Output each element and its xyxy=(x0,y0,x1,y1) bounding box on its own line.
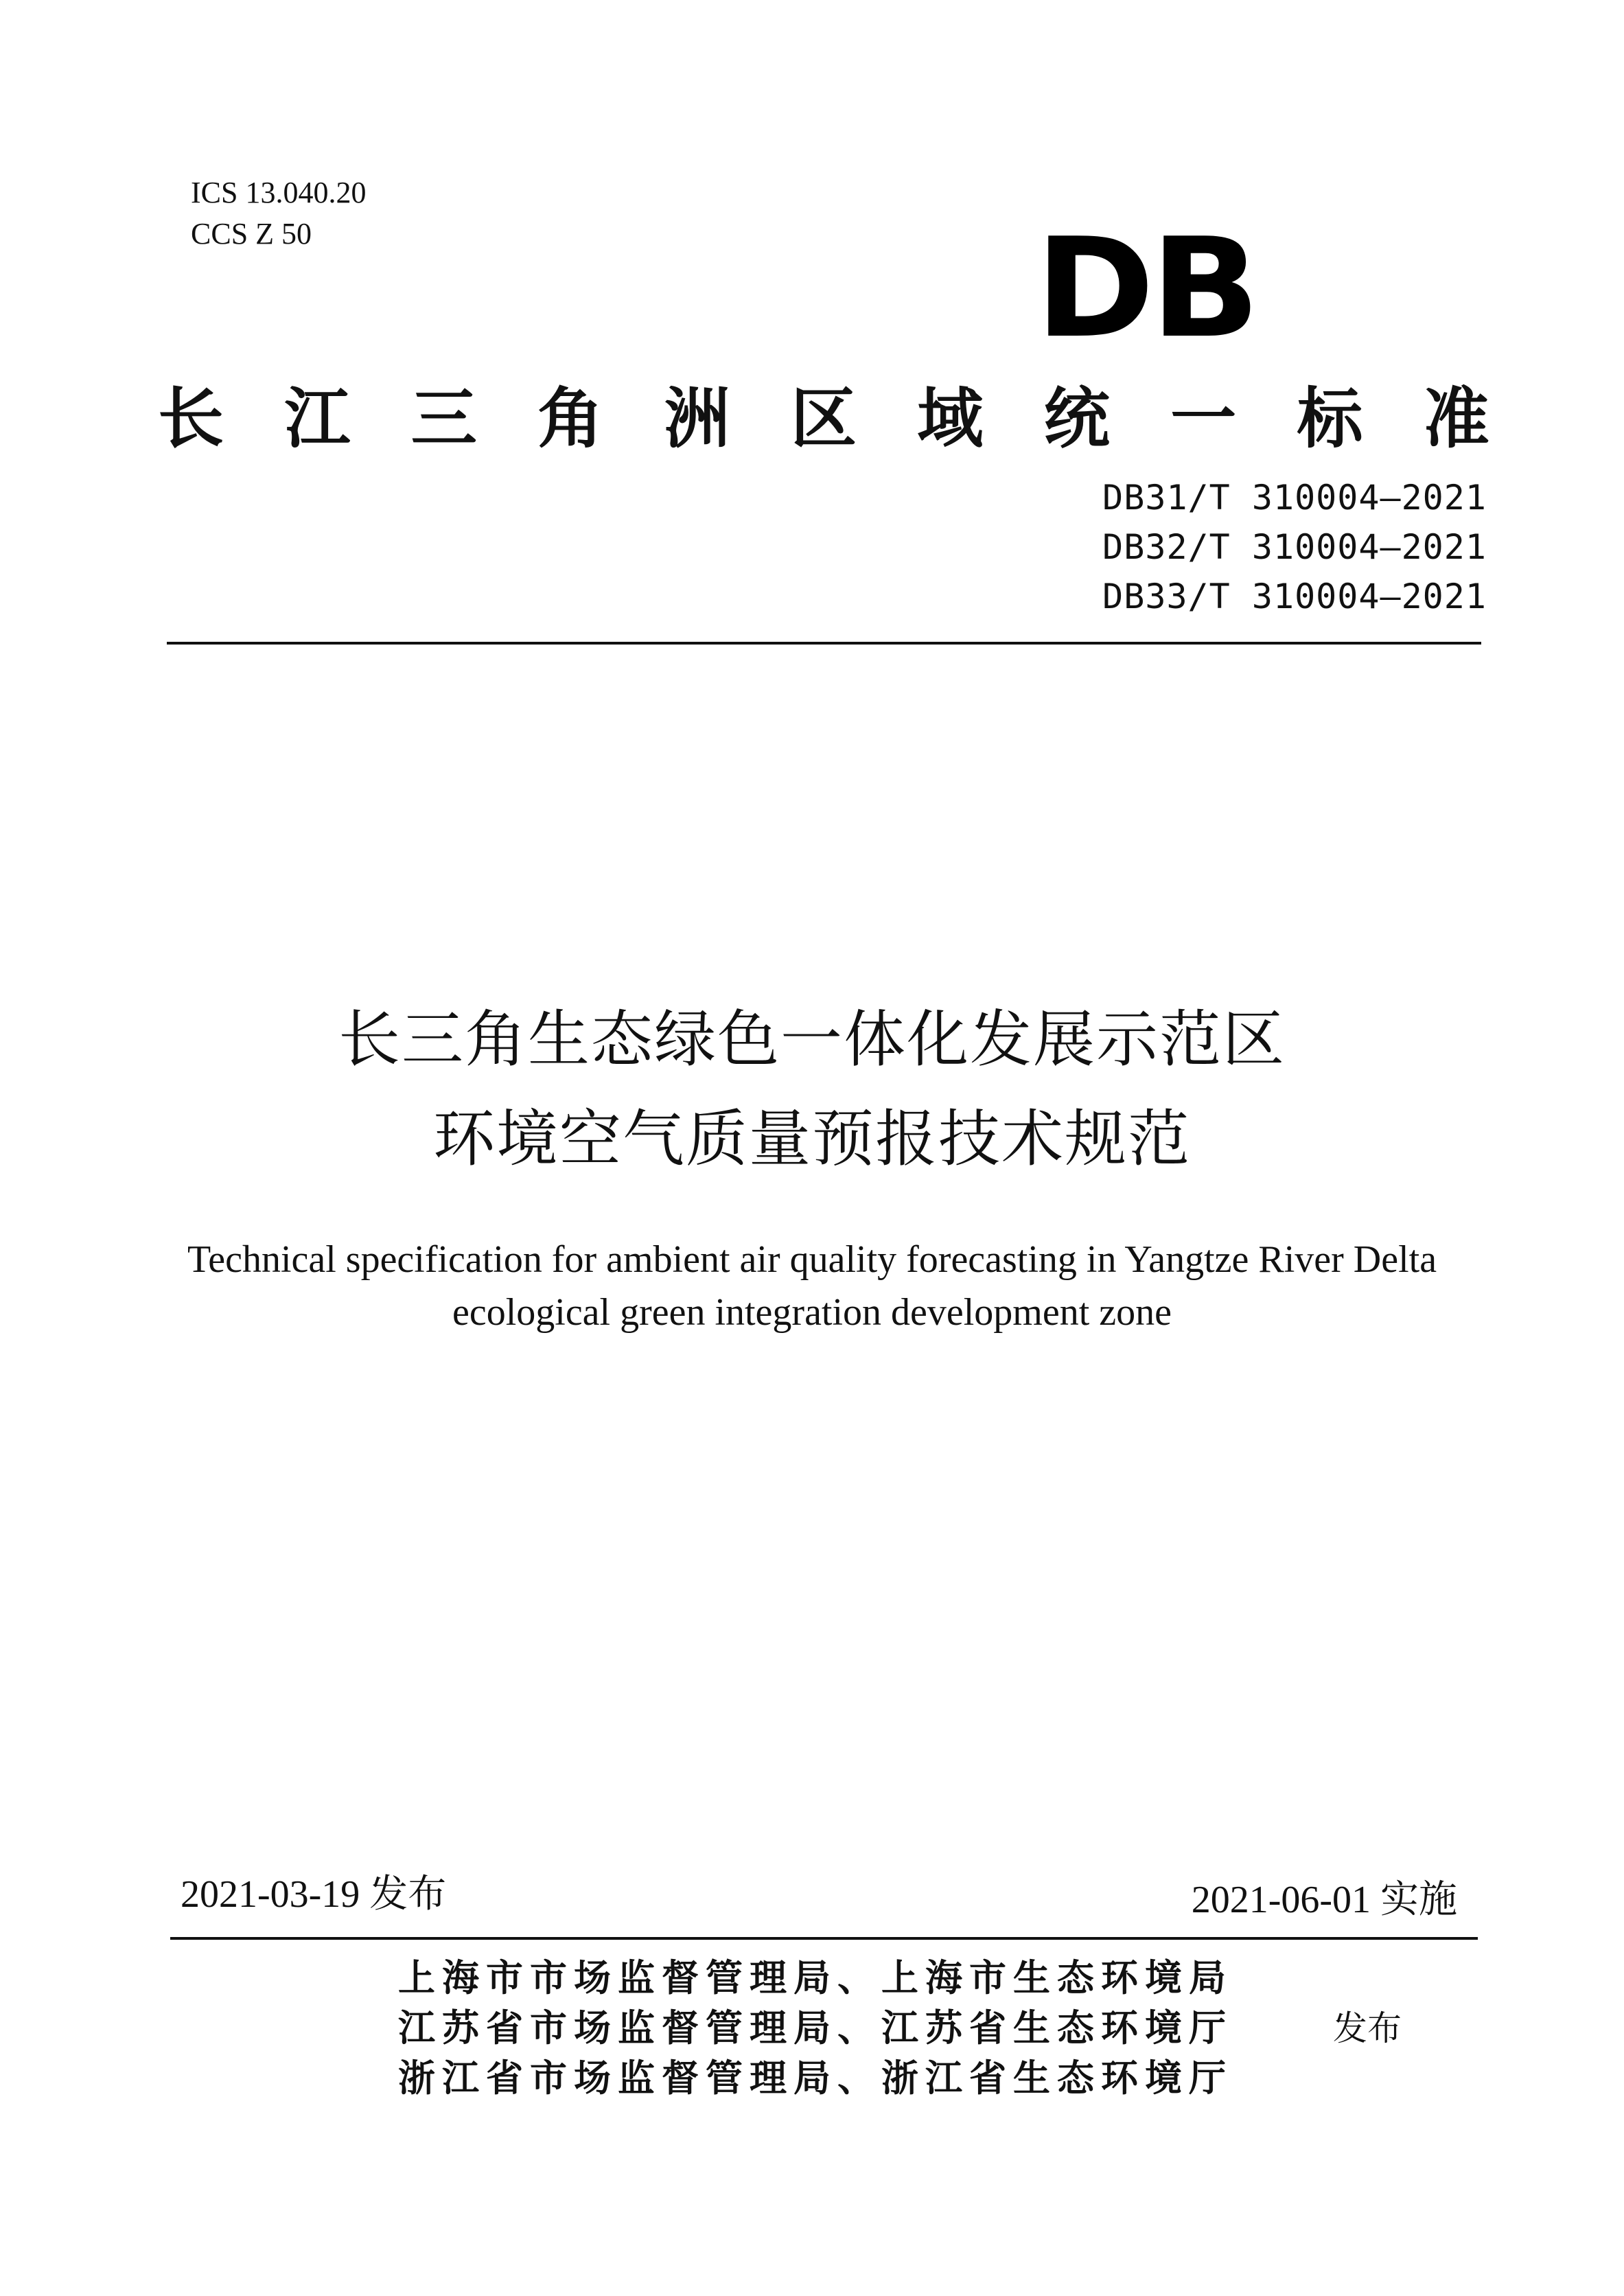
standard-type-char: 域 xyxy=(917,380,984,457)
title-en-line-1: Technical specification for ambient air quality forecasting in Yangtze River Delta xyxy=(187,1238,1437,1281)
title-cn-line-2: 环境空气质量预报技术规范 xyxy=(433,1103,1191,1175)
publish-label: 发布 xyxy=(1333,2008,1402,2048)
issuer-line-shanghai: 上海市市场监督管理局、上海市生态环境局 xyxy=(398,1956,1233,1999)
standard-type-char: 一 xyxy=(1170,380,1237,457)
ics-code: ICS 13.040.20 xyxy=(191,176,367,209)
bottom-divider xyxy=(170,1937,1478,1940)
standard-code-db32: DB32/T 310004—2021 xyxy=(1102,527,1487,567)
issuer-line-zhejiang: 浙江省市场监督管理局、浙江省生态环境厅 xyxy=(398,2056,1233,2100)
standard-type-heading xyxy=(158,378,1489,460)
standard-type-char: 区 xyxy=(790,380,857,457)
db-logo: DB xyxy=(1035,209,1256,369)
standard-code-db33: DB33/T 310004—2021 xyxy=(1102,577,1487,616)
title-en-line-2: ecological green integration development zone xyxy=(452,1291,1172,1334)
standard-type-char: 统 xyxy=(1043,380,1110,457)
standard-type-char: 角 xyxy=(537,380,604,457)
implementation-date: 2021-06-01 实施 xyxy=(1191,1879,1457,1921)
standard-type-char: 江 xyxy=(284,380,351,457)
standard-type-char: 三 xyxy=(410,380,477,457)
standard-type-char: 洲 xyxy=(664,380,730,457)
standard-type-char: 标 xyxy=(1297,380,1363,457)
ccs-code: CCS Z 50 xyxy=(191,217,312,251)
standard-type-char: 准 xyxy=(1423,380,1489,457)
title-cn-line-1: 长三角生态绿色一体化发展示范区 xyxy=(338,1004,1286,1076)
top-divider xyxy=(167,642,1481,645)
standard-code-db31: DB31/T 310004—2021 xyxy=(1102,478,1487,518)
issue-date: 2021-03-19 发布 xyxy=(181,1873,447,1916)
standard-type-char: 长 xyxy=(158,380,224,457)
issuer-line-jiangsu: 江苏省市场监督管理局、江苏省生态环境厅 xyxy=(398,2006,1233,2050)
